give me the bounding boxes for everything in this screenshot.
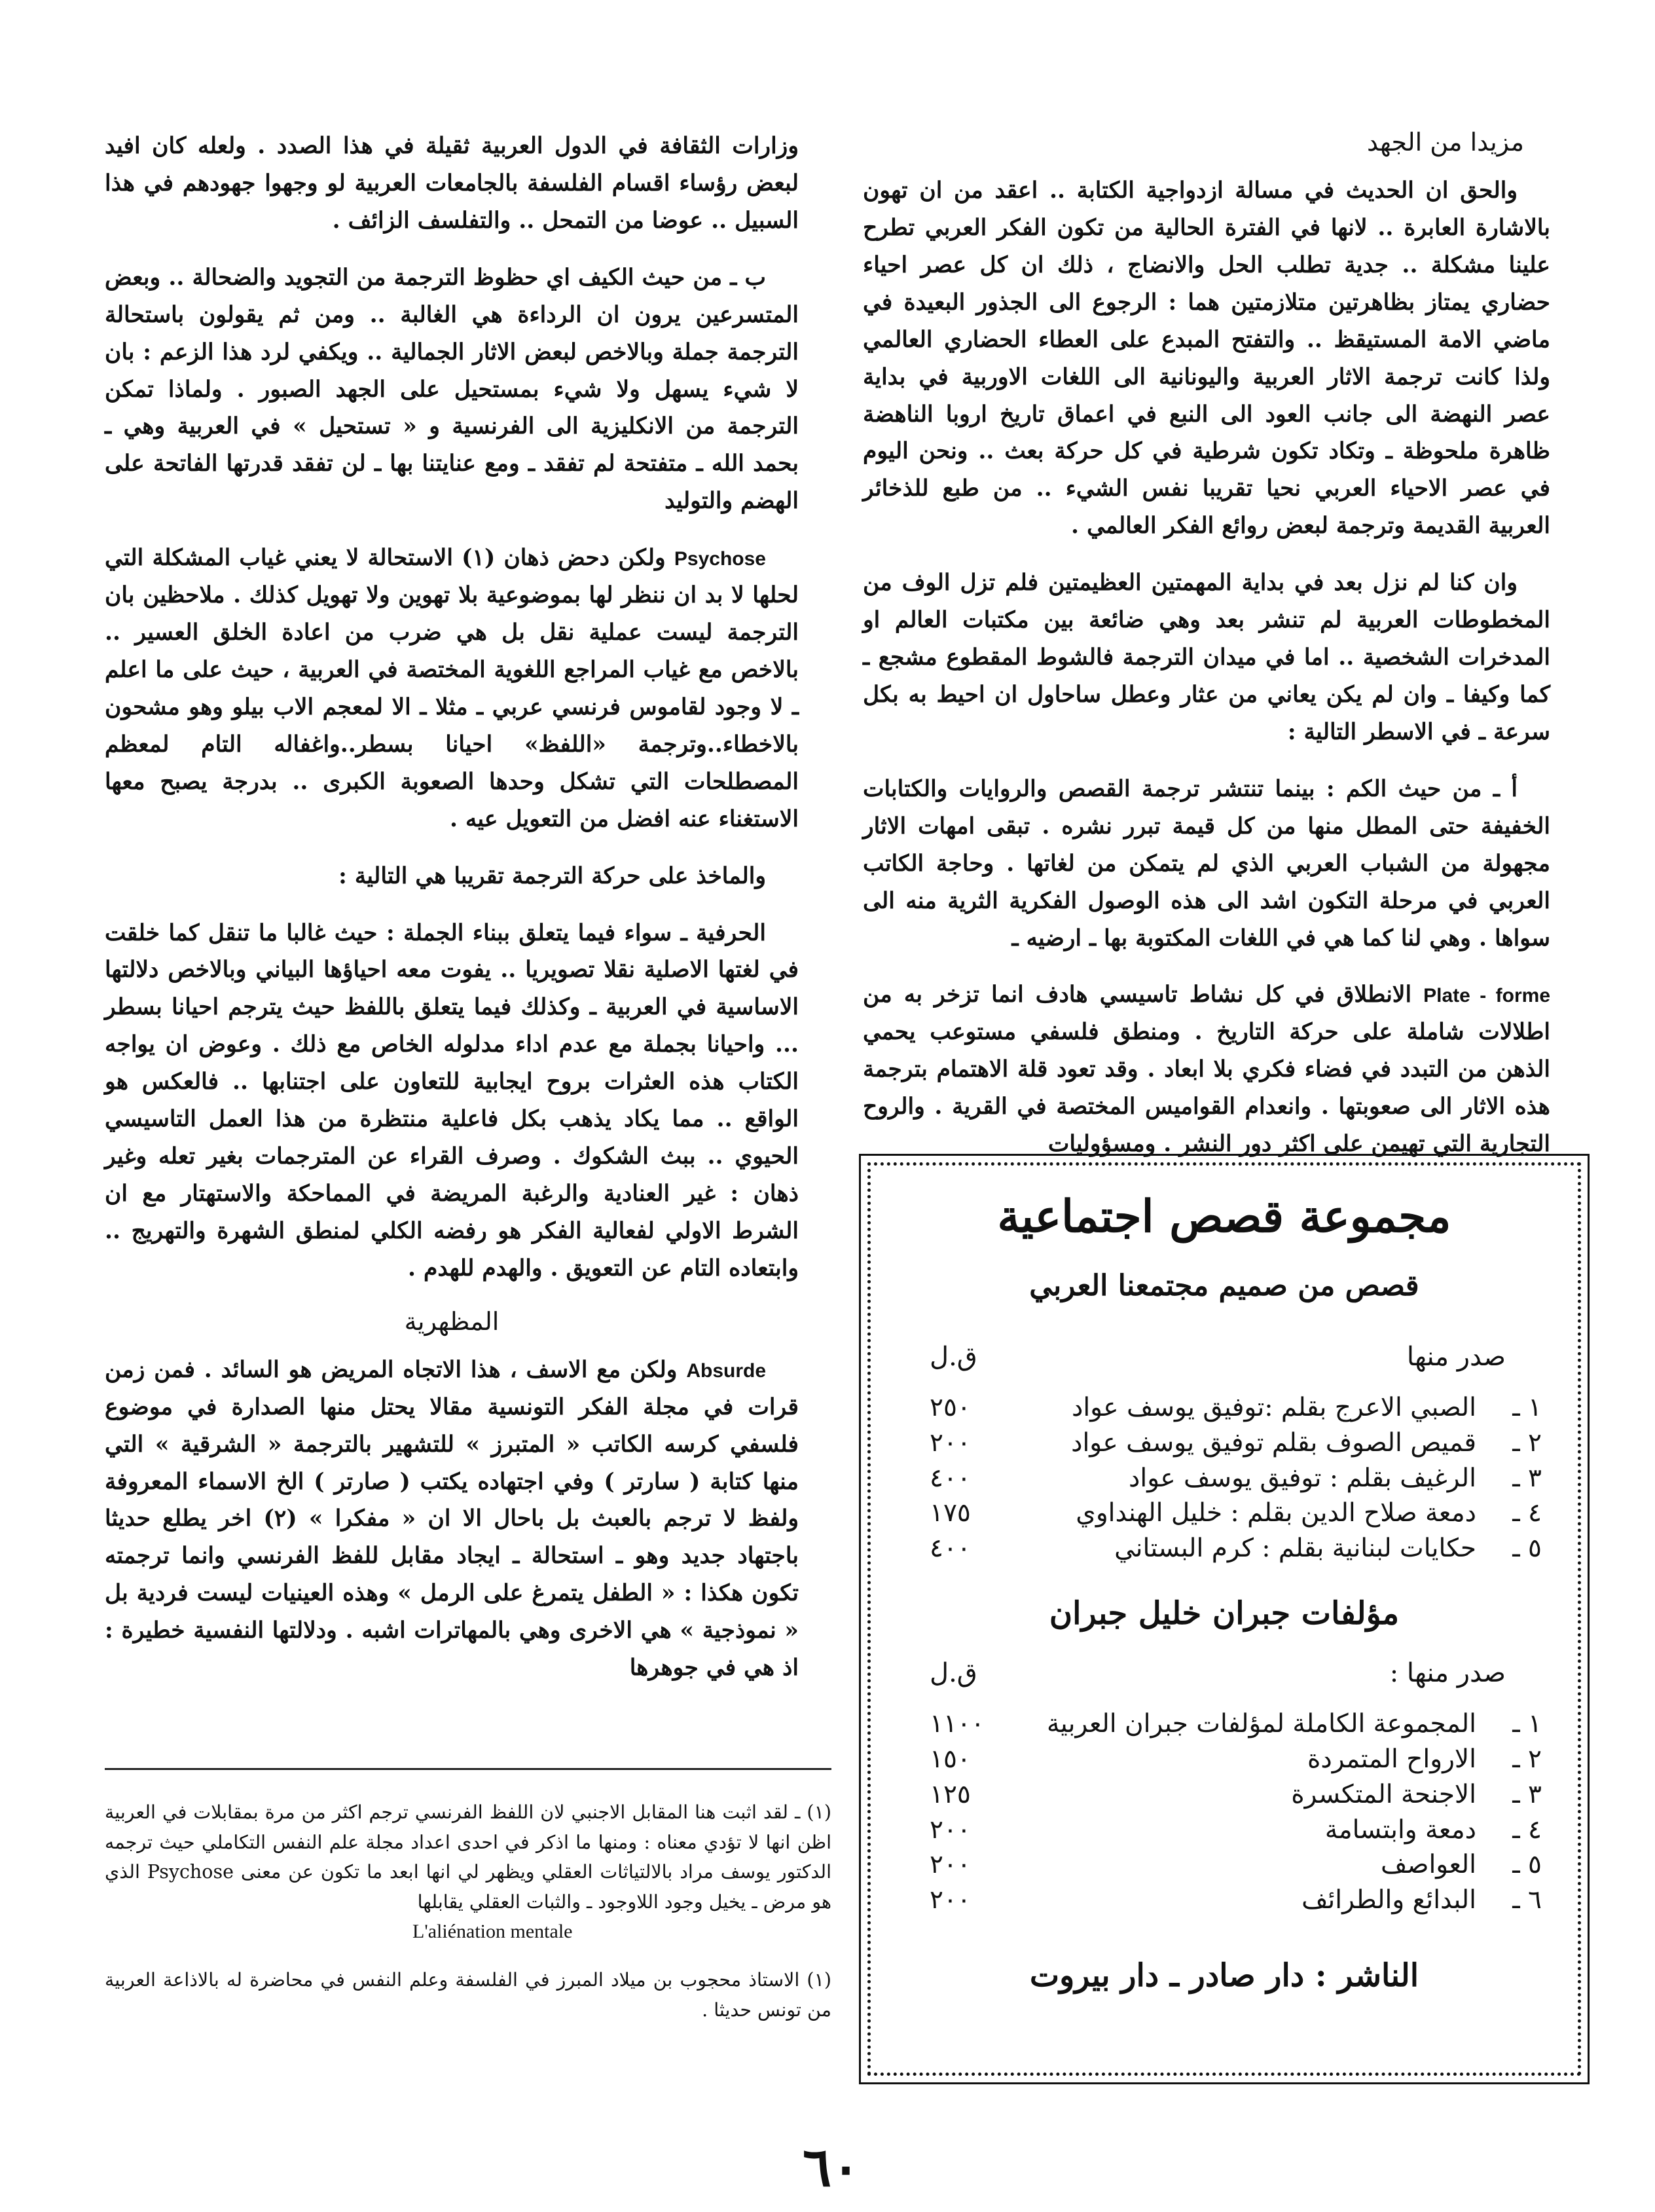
list-item <box>930 1742 1542 1777</box>
list-item <box>930 1390 1542 1426</box>
list-item <box>930 1531 1542 1566</box>
paragraph-with-term <box>105 1352 799 1687</box>
footnote-1: (١) ـ لقد اثبت هنا المقابل الاجنبي لان اللفظ الفرنسي ترجم اكثر من مرة بمقابلات في العربية اظن انها لا تؤدي معناه : ومنها ما اذكر في احدى اعداد مجلة علم النفس التكاملي حيث ترجمه الدكتور يوسف مراد بالالتياثات العقلي ويظهر لي انها ابعد ما تكون عن معنى Psychose الذي هو مرض ـ يخيل وجود اللاوجود ـ والثبات العقلي يقابلها <box>105 1801 831 1913</box>
book-price: ٤٠٠ <box>930 1463 971 1493</box>
paragraph: والماخذ على حركة الترجمة تقريبا هي التالية : <box>338 862 766 889</box>
item-number: ١ ـ <box>1512 1709 1542 1739</box>
paragraph: والحق ان الحديث في مسالة ازدواجية الكتابة .. اعقد من ان تهون بالاشارة العابرة .. لانها في الفترة الحالية من تكون الفكر العربي تطرح علينا مشكلة .. جدية تطلب الحل والانضاج ، ذلك ان كل عصر احياء حضاري يمتاز بظاهرتين متلازمتين هما : الرجوع الى الجذور البعيدة في ماضي الامة المستيقظ .. والتفتح المبدع على العطاء الحضاري العالمي ولذا كانت ترجمة الاثار العربية واليونانية الى اللغات الاوربية في بداية عصر النهضة الى جانب العود الى النبع في اعماق تاريخ اروبا الناهضة ظاهرة ملحوظة ـ وتكاد تكون شرطية في كل حركة بعث .. ونحن اليوم في عصر الاحياء العربي نحيا تقريبا نفس الشيء .. من طبع للذخائر العربية القديمة وترجمة لبعض روائع الفكر العالمي . <box>863 177 1550 540</box>
gibran-books-list <box>871 1706 1578 1918</box>
ad-list-header <box>871 1342 1578 1372</box>
item-number: ٣ ـ <box>1512 1463 1542 1493</box>
book-price: ١٧٥ <box>930 1498 971 1528</box>
gibran-section-title: مؤلفات جبران خليل جبران <box>1049 1595 1400 1632</box>
list-item <box>930 1461 1542 1496</box>
book-title: العواصف <box>1380 1850 1476 1880</box>
latin-term-absurde: Absurde <box>686 1359 767 1382</box>
item-number: ٥ ـ <box>1512 1534 1542 1564</box>
book-price: ١٢٥ <box>930 1779 971 1809</box>
list-item <box>930 1883 1542 1918</box>
currency-label: ق.ل <box>930 1342 977 1372</box>
publisher-line: الناشر : دار صادر ـ دار بيروت <box>1029 1957 1419 1994</box>
book-title: الرغيف بقلم : توفيق يوسف عواد <box>1129 1463 1476 1493</box>
list-item <box>930 1777 1542 1813</box>
item-number: ٦ ـ <box>1512 1885 1542 1915</box>
paragraph: أ ـ من حيث الكم : بينما تنتشر ترجمة القصص والروايات والكتابات الخفيفة حتى المطل منها من كل قيمة تبرر نشره . تبقى امهات الاثار مجهولة من الشباب العربي الذي لم يتمكن من لغاتها . وحاجة الكاتب العربي في مرحلة التكون اشد الى هذه الوصول الفكرية الثرية منه الى سواها . وهي لنا كما هي في اللغات المكتوبة بها ـ ارضيه ـ <box>863 775 1550 951</box>
list-item <box>930 1813 1542 1848</box>
published-label: صدر منها : <box>1389 1658 1506 1689</box>
book-title: المجموعة الكاملة لمؤلفات جبران العربية <box>1047 1709 1476 1739</box>
ad-title: مجموعة قصص اجتماعية <box>997 1190 1451 1243</box>
book-price: ٢٠٠ <box>930 1815 971 1845</box>
book-title: دمعة صلاح الدين بقلم : خليل الهنداوي <box>1076 1498 1476 1528</box>
book-title: الصبي الاعرج بقلم :توفيق يوسف عواد <box>1071 1393 1476 1422</box>
social-stories-list <box>871 1390 1578 1566</box>
paragraph: وان كنا لم نزل بعد في بداية المهمتين العظيمتين فلم تزل الوف من المخطوطات العربية لم تنشر بعد وهي ضائعة بين مكتبات العالم او المدخرات الشخصية .. اما في ميدان الترجمة فالشوط المقطوع مشجع ـ كما وكيفا ـ وان لم يكن يعاني من عثار وعطل ساحاول ان احيط به بكل سرعة ـ في الاسطر التالية : <box>863 570 1550 745</box>
published-label: صدر منها <box>1406 1342 1506 1372</box>
section-heading-more-effort: مزيدا من الجهد <box>1367 128 1524 157</box>
list-item <box>930 1426 1542 1461</box>
paragraph-text: ولكن دحض ذهان (١) الاستحالة لا يعني غياب المشكلة التي لحلها لا بد ان ننظر لها بموضوعية بلا تهوين ولا تهويل كذلك . ملاحظين بان الترجمة ليست عملية نقل بل هي ضرب من اعادة الخلق العسير .. بالاخص مع غياب المراجع اللغوية المختصة في العربية ، حيث على ما اعلم ـ لا وجود لقاموس فرنسي عربي ـ مثلا ـ الا لمعجم الاب بيلو وهو مشحون بالاخطاء..وترجمة «اللفظ» احيانا بسطر..واغفاله التام لمعظم المصطلحات التي تشكل وحدها الصعوبة الكبرى .. بدرجة يصبح معها الاستغناء عنه افضل من التعويل عيه . <box>105 545 799 832</box>
item-number: ٤ ـ <box>1512 1498 1542 1528</box>
section-heading-appearance: المظهرية <box>404 1306 500 1336</box>
book-title: حكايات لبنانية بقلم : كرم البستاني <box>1114 1534 1476 1564</box>
list-item <box>930 1496 1542 1531</box>
item-number: ٢ ـ <box>1512 1428 1542 1458</box>
page-number: ٦٠ <box>802 2136 861 2199</box>
item-number: ١ ـ <box>1512 1393 1542 1422</box>
paragraph: الحرفية ـ سواء فيما يتعلق ببناء الجملة : حيث غالبا ما تنقل كما خلقت في لغتها الاصلية نقلا تصويريا .. يفوت معه احياؤها البياني وبالاخص دلالتها الاساسية في العربية ـ وكذلك فيما يتعلق باللفظ حيث يترجم احيانا بسطر ... واحيانا بجملة مع عدم اداء مدلوله الخاص مع ذلك . وعوض ان يواجه الكتاب هذه العثرات بروح ايجابية للتعاون على اجتنابها .. فالعكس هو الواقع .. مما يكاد يذهب بكل فاعلية منتظرة من هذا العمل التاسيسي الحيوي .. ببث الشكوك . وصرف القراء عن المترجمات بغير تعله وغير ذهان : غير العنادية والرغبة المريضة في المماحكة والاستهتار مع ان الشرط الاولي لفعالية الفكر هو رفضه الكلي لمنطق الشهرة والتهريج .. وابتعاده التام عن التعويق . والهدم للهدم . <box>105 919 799 1281</box>
paragraph: ب ـ من حيث الكيف اي حظوظ الترجمة من التجويد والضحالة .. وبعض المتسرعين يرون ان الرداءة هي الغالبة .. ومن ثم يقولون باستحالة الترجمة جملة وبالاخص لبعض الاثار الجمالية .. ويكفي لرد هذا الزعم : بان لا شيء يسهل ولا شيء بمستحيل على الجهد الصبور . ولماذا تمكن الترجمة من الانكليزية الى الفرنسية و « تستحيل » في العربية وهي ـ بحمد الله ـ متفتحة لم تفقد ـ ومع عنايتنا بها ـ لن تفقد قدرتها الفاتحة على الهضم والتوليد <box>105 264 799 515</box>
item-number: ٣ ـ <box>1512 1779 1542 1809</box>
item-number: ٤ ـ <box>1512 1815 1542 1845</box>
book-price: ٤٠٠ <box>930 1534 971 1564</box>
footnote-divider <box>105 1768 831 1770</box>
footnote-2: (١) الاستاذ محجوب بن ميلاد المبرز في الفلسفة وعلم النفس في محاضرة له بالاذاعة العربية من تونس حديثا . <box>105 1969 831 2021</box>
ad-list-header <box>871 1658 1578 1688</box>
item-number: ٥ ـ <box>1512 1850 1542 1880</box>
book-title: الاجنحة المتكسرة <box>1291 1779 1476 1809</box>
list-item <box>930 1706 1542 1742</box>
book-price: ٢٠٠ <box>930 1428 971 1458</box>
item-number: ٢ ـ <box>1512 1744 1542 1774</box>
paragraph-text: الانطلاق في كل نشاط تاسيسي هادف انما تزخر به من اطلالات شاملة على حركة التاريخ . ومنطق فلسفي مستوعب يحمي الذهن من التبدد في فضاء فكري بلا ابعاد . وقد تعود قلة الاهتمام بترجمة هذه الاثار الى صعوبتها . وانعدام القواميس المختصة في القرية . والروح التجارية التي تهيمن على اكثر دور النشر . ومسؤوليات <box>863 982 1550 1158</box>
book-title: البدائع والطرائف <box>1301 1885 1476 1915</box>
paragraph-text: ولكن مع الاسف ، هذا الاتجاه المريض هو السائد . فمن زمن قرات في مجلة الفكر التونسية مقالا يحتل منها الصدارة في موضوع فلسفي كرسه الكاتب « المتبرز » للتشهير بالترجمة « الشرقية » التي منها كتابة ( سارتر ) وفي اجتهاده يكتب ( صارتر ) الخ الاسماء المعروفة ولفظ لا ترجم بالعبث بل باحال الا ان « مفكرا » (٢) اخر يطلع حديثا باجتهاد جديد وهو ـ استحالة ـ ايجاد مقابل للفظ الفرنسي وانما ترجمته تكون هكذا : « الطفل يتمرغ على الرمل » وهذه العينيات ليست فردية بل « نموذجية » هي الاخرى وهي بالمهاترات اشبه . ودلالتها النفسية خطيرة : اذ هي في جوهرها <box>105 1356 799 1682</box>
book-price: ٢٠٠ <box>930 1885 971 1915</box>
book-price: ١٥٠ <box>930 1744 971 1774</box>
currency-label: ق.ل <box>930 1658 977 1689</box>
paragraph-with-term <box>105 540 799 838</box>
ad-subtitle: قصص من صميم مجتمعنا العربي <box>1029 1269 1419 1302</box>
book-title: قميص الصوف بقلم توفيق يوسف عواد <box>1071 1428 1476 1458</box>
list-item <box>930 1847 1542 1883</box>
book-price: ١١٠٠ <box>930 1709 985 1739</box>
book-price: ٢٠٠ <box>930 1850 971 1880</box>
right-column <box>863 128 1550 1183</box>
book-advertisement <box>867 1162 1581 2076</box>
paragraph-with-term <box>863 976 1550 1163</box>
book-price: ٢٥٠ <box>930 1393 971 1422</box>
latin-term-psychose: Psychose <box>674 548 766 570</box>
book-title: دمعة وابتسامة <box>1324 1815 1476 1845</box>
paragraph: وزارات الثقافة في الدول العربية ثقيلة في هذا الصدد . ولعله كان افيد لبعض رؤساء اقسام الفلسفة بالجامعات العربية لو وجهوا جهودهم في هذا السبيل .. عوضا من التمحل .. والتفلسف الزائف . <box>105 133 799 234</box>
latin-term-plate-forme: Plate - forme <box>1423 985 1550 1007</box>
footnote-1-latin: L'aliénation mentale <box>412 1921 573 1943</box>
footnotes <box>105 1797 831 2040</box>
left-column <box>105 128 799 1706</box>
book-title: الارواح المتمردة <box>1307 1744 1476 1774</box>
